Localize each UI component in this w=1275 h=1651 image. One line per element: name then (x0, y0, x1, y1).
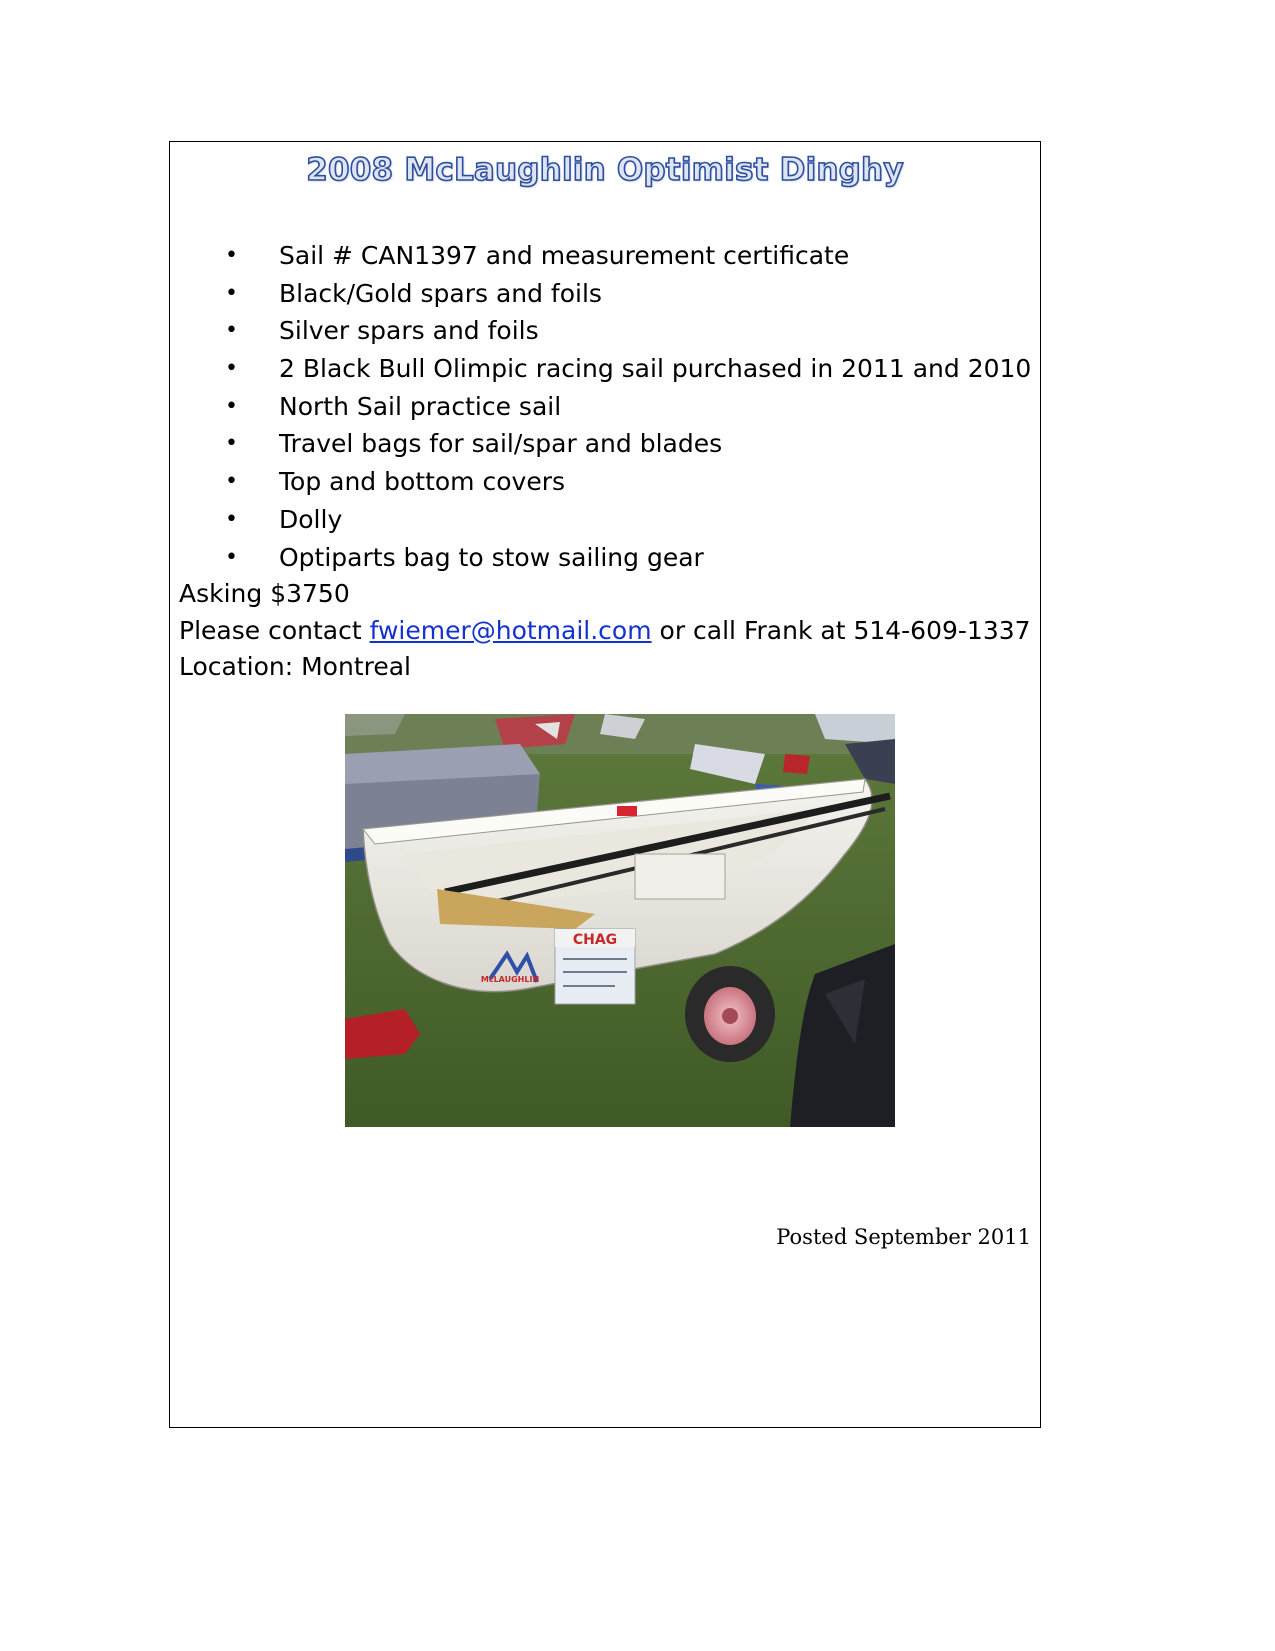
listing-info (179, 576, 1031, 686)
list-item-text: 2 Black Bull Olimpic racing sail purchased in 2011 and 2010 (279, 354, 1032, 384)
bullet-icon: • (225, 356, 238, 382)
boat-photo-illustration (345, 714, 895, 1127)
logo-text: McLAUGHLIN (480, 975, 540, 984)
list-item-text: Black/Gold spars and foils (279, 278, 602, 308)
list-item-text: Dolly (279, 504, 343, 534)
bullet-icon: • (225, 243, 238, 268)
contact-suffix: or call Frank at 514-609-1337 (651, 615, 1031, 645)
location: Location: Montreal (179, 652, 411, 681)
boat-photo (345, 714, 895, 1127)
contact-line (179, 613, 1031, 650)
list-item-text: North Sail practice sail (279, 391, 562, 421)
contact-prefix: Please contact (179, 615, 370, 645)
sticker-text: CHAG (572, 932, 618, 948)
posted-date: Posted September 2011 (776, 1225, 1031, 1249)
bullet-icon: • (225, 393, 238, 419)
bullet-icon: • (225, 280, 238, 306)
email-link[interactable]: fwiemer@hotmail.com (369, 615, 652, 645)
bullet-icon: • (225, 318, 238, 344)
bullet-icon: • (225, 431, 238, 457)
list-item-text: Optiparts bag to stow sailing gear (279, 542, 704, 572)
bullet-icon: • (225, 544, 238, 570)
document-frame (169, 141, 1041, 1428)
bullet-icon: • (225, 469, 238, 495)
list-item-text: Sail # CAN1397 and measurement certificate (279, 241, 850, 270)
bullet-icon: • (225, 506, 238, 532)
page-title: 2008 McLaughlin Optimist Dinghy (306, 152, 904, 188)
list-item-text: Silver spars and foils (279, 316, 539, 346)
list-item-text: Top and bottom covers (279, 467, 565, 497)
asking-price: Asking $3750 (179, 579, 350, 608)
list-item-text: Travel bags for sail/spar and blades (279, 429, 723, 459)
